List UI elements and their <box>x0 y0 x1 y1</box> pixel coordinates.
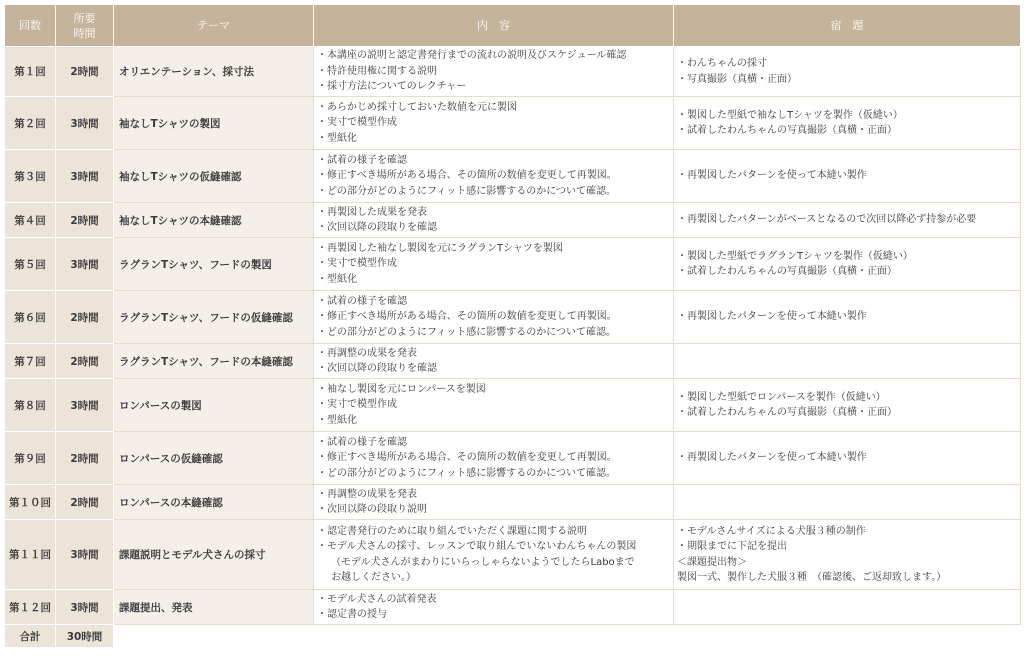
session-theme: ロンパースの仮縫確認 <box>114 432 314 485</box>
session-homework <box>674 291 1021 344</box>
table-row <box>5 291 1021 344</box>
content-line: ・袖なし製図を元にロンパースを製図 <box>317 383 486 395</box>
session-theme: 課題提出、発表 <box>114 590 314 625</box>
session-content <box>314 520 674 590</box>
content-line: ・型紙化 <box>317 132 357 144</box>
curriculum-table <box>4 4 1021 648</box>
session-homework <box>674 47 1021 97</box>
session-theme: 袖なしTシャツの製図 <box>114 97 314 150</box>
content-line: ・再製図した成果を発表 <box>317 206 427 218</box>
total-hours: 30時間 <box>56 625 114 648</box>
table-row <box>5 590 1021 625</box>
content-line: ・モデル犬さんの試着発表 <box>317 593 437 605</box>
session-number: 第１０回 <box>5 485 56 520</box>
header-required-time <box>56 5 114 47</box>
session-content <box>314 238 674 291</box>
table-header-row <box>5 5 1021 47</box>
homework-line: ・試着したわんちゃんの写真撮影（真横・正面） <box>677 125 897 136</box>
homework-line: ・わんちゃんの採寸 <box>677 58 767 69</box>
homework-line: ・試着したわんちゃんの写真撮影（真横・正面） <box>677 407 897 418</box>
session-content <box>314 291 674 344</box>
homework-line: ・再製図したパターンを使って本縫い製作 <box>677 170 867 182</box>
header-session-count: 回数 <box>5 5 56 47</box>
homework-line: ・再製図したパターンを使って本縫い製作 <box>677 311 867 323</box>
homework-line: ＜課題提出物＞ <box>677 556 747 568</box>
content-line: ・試着の様子を確認 <box>317 436 407 448</box>
session-hours: 3時間 <box>56 379 114 432</box>
session-number: 第１１回 <box>5 520 56 590</box>
session-number: 第７回 <box>5 344 56 379</box>
session-homework <box>674 590 1021 625</box>
session-content <box>314 485 674 520</box>
session-homework <box>674 485 1021 520</box>
table-row <box>5 485 1021 520</box>
session-hours: 2時間 <box>56 47 114 97</box>
session-hours: 2時間 <box>56 344 114 379</box>
session-homework <box>674 344 1021 379</box>
content-line: ・実寸で模型作成 <box>317 258 397 270</box>
table-row <box>5 150 1021 203</box>
content-line: ・実寸で模型作成 <box>317 399 397 411</box>
session-hours: 2時間 <box>56 203 114 238</box>
content-line: ・次回以降の段取りを確認 <box>317 363 437 374</box>
table-row <box>5 238 1021 291</box>
session-number: 第６回 <box>5 291 56 344</box>
session-homework <box>674 432 1021 485</box>
content-line: ・修正すべき場所がある場合、その箇所の数値を変更して再製図。 <box>317 452 617 464</box>
content-line: ・修正すべき場所がある場合、その箇所の数値を変更して再製図。 <box>317 311 617 323</box>
session-theme: 課題説明とモデル犬さんの採寸 <box>114 520 314 590</box>
session-hours: 2時間 <box>56 485 114 520</box>
session-content <box>314 203 674 238</box>
session-theme: オリエンテーション、採寸法 <box>114 47 314 97</box>
content-line: ・あらかじめ採寸しておいた数値を元に製図 <box>317 101 517 113</box>
session-homework <box>674 150 1021 203</box>
table-row <box>5 520 1021 590</box>
content-line: ・修正すべき場所がある場合、その箇所の数値を変更して再製図。 <box>317 170 617 182</box>
content-line: ・次回以降の段取りを確認 <box>317 222 437 233</box>
content-line: ・試着の様子を確認 <box>317 295 407 307</box>
total-row <box>5 625 1021 648</box>
content-line: ・試着の様子を確認 <box>317 154 407 166</box>
session-theme: ロンパースの製図 <box>114 379 314 432</box>
content-line: ・認定書の授与 <box>317 609 387 620</box>
session-content <box>314 47 674 97</box>
content-line: ・どの部分がどのようにフィット感に影響するのかについて確認。 <box>317 326 616 338</box>
session-homework <box>674 379 1021 432</box>
content-line: ・どの部分がどのようにフィット感に影響するのかについて確認。 <box>317 467 616 479</box>
session-hours: 3時間 <box>56 150 114 203</box>
session-number: 第３回 <box>5 150 56 203</box>
homework-line: ・試着したわんちゃんの写真撮影（真横・正面） <box>677 266 897 277</box>
table-row <box>5 432 1021 485</box>
table-row <box>5 379 1021 432</box>
content-line: ・型紙化 <box>317 273 357 285</box>
content-line: お越しください。） <box>331 572 416 583</box>
session-content <box>314 432 674 485</box>
content-line: ・再製図した袖なし製図を元にラグランTシャツを製図 <box>317 242 563 254</box>
session-homework <box>674 238 1021 291</box>
homework-line: ・再製図したパターンを使って本縫い製作 <box>677 452 867 464</box>
session-theme: ラグランTシャツ、フードの本縫確認 <box>114 344 314 379</box>
session-content <box>314 150 674 203</box>
table-row <box>5 203 1021 238</box>
content-line: ・次回以降の段取り説明 <box>317 504 427 515</box>
session-hours: 2時間 <box>56 432 114 485</box>
session-number: 第１２回 <box>5 590 56 625</box>
total-empty <box>114 625 1021 648</box>
session-content <box>314 590 674 625</box>
header-homework: 宿 題 <box>674 5 1021 47</box>
session-content <box>314 97 674 150</box>
header-time-line-1: 所要 <box>73 11 96 25</box>
session-homework <box>674 520 1021 590</box>
content-line: ・採寸方法についてのレクチャー <box>317 81 467 93</box>
session-hours: 3時間 <box>56 238 114 291</box>
session-number: 第８回 <box>5 379 56 432</box>
session-content <box>314 379 674 432</box>
curriculum-table-wrapper <box>4 4 1020 648</box>
table-row <box>5 47 1021 97</box>
total-label: 合計 <box>5 625 56 648</box>
content-line: ・どの部分がどのようにフィット感に影響するのかについて確認。 <box>317 185 616 197</box>
homework-line: ・期限までに下記を提出 <box>677 541 787 552</box>
table-row <box>5 344 1021 379</box>
session-hours: 3時間 <box>56 97 114 150</box>
header-time-line-2: 時間 <box>73 26 96 40</box>
session-theme: 袖なしTシャツの本縫確認 <box>114 203 314 238</box>
homework-line: 製図一式、製作した犬服３種 （確認後、ご返却致します。） <box>677 572 947 583</box>
session-homework <box>674 203 1021 238</box>
session-theme: 袖なしTシャツの仮縫確認 <box>114 150 314 203</box>
session-number: 第１回 <box>5 47 56 97</box>
content-line: ・再調整の成果を発表 <box>317 488 417 500</box>
table-body <box>5 47 1021 648</box>
homework-line: ・製図した型紙でラグランTシャツを製作（仮縫い） <box>677 250 913 262</box>
content-line: ・再調整の成果を発表 <box>317 347 417 359</box>
content-line: ・認定書発行のために取り組んでいただく課題に関する説明 <box>317 525 587 537</box>
session-theme: ラグランTシャツ、フードの仮縫確認 <box>114 291 314 344</box>
homework-line: ・写真撮影（真横・正面） <box>677 73 797 85</box>
session-number: 第５回 <box>5 238 56 291</box>
content-line: ・実寸で模型作成 <box>317 117 397 129</box>
homework-line: ・再製図したパターンがベースとなるので次回以降必ず持参が必要 <box>677 214 977 226</box>
homework-line: ・製図した型紙でロンパースを製作（仮縫い） <box>677 391 886 403</box>
content-line: ・型紙化 <box>317 414 357 426</box>
session-content <box>314 344 674 379</box>
session-theme: ロンパースの本縫確認 <box>114 485 314 520</box>
session-hours: 3時間 <box>56 520 114 590</box>
session-homework <box>674 97 1021 150</box>
table-row <box>5 97 1021 150</box>
session-number: 第９回 <box>5 432 56 485</box>
session-number: 第２回 <box>5 97 56 150</box>
session-number: 第４回 <box>5 203 56 238</box>
content-line: ・本講座の説明と認定書発行までの流れの説明及びスケジュール確認 <box>317 50 627 62</box>
session-theme: ラグランTシャツ、フードの製図 <box>114 238 314 291</box>
homework-line: ・製図した型紙で袖なしTシャツを製作（仮縫い） <box>677 109 903 121</box>
header-content: 内 容 <box>314 5 674 47</box>
session-hours: 2時間 <box>56 291 114 344</box>
header-theme: テーマ <box>114 5 314 47</box>
homework-line: ・モデルさんサイズによる犬服３種の制作 <box>677 525 866 537</box>
content-line: ・モデル犬さんの採寸、レッスンで取り組んでいないわんちゃんの製図 <box>317 541 637 552</box>
content-line: ・特許使用権に関する説明 <box>317 65 437 77</box>
content-line: （モデル犬さんがまわりにいらっしゃらないようでしたらLaboまで <box>331 556 635 568</box>
session-hours: 3時間 <box>56 590 114 625</box>
